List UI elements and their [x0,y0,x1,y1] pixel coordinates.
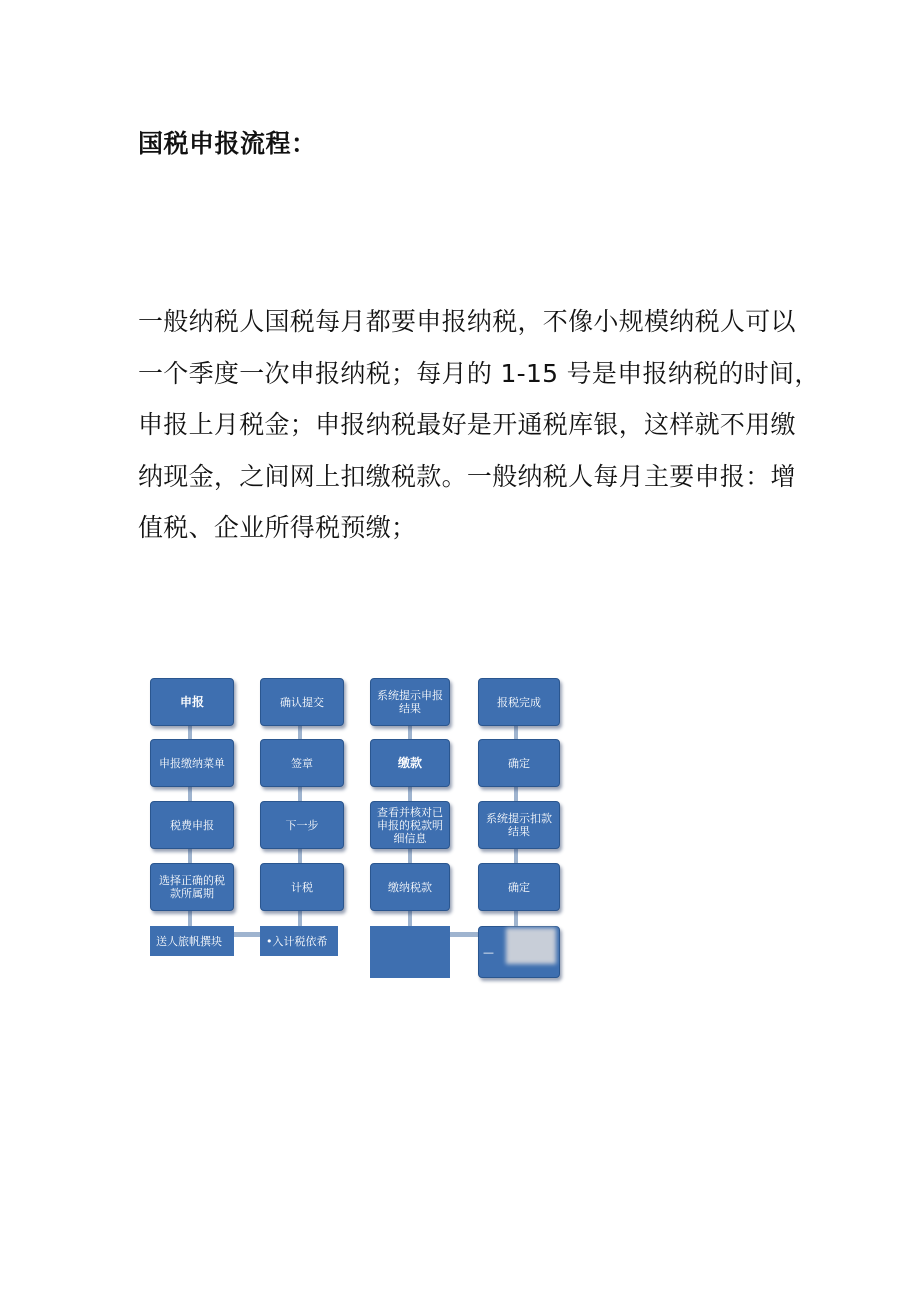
connector [446,932,480,937]
paragraph-line: 值税、企业所得税预缴； [138,513,417,542]
flow-step-tax-filing: 税费申报 [150,801,234,849]
flow-step-filing-result: 系统提示申报结果 [370,678,450,726]
redacted-block [506,928,556,964]
flow-step-check-details: 查看并核对已申报的税款明细信息 [370,801,450,849]
page-title: 国税申报流程： [138,129,317,158]
paragraph-line: 纳现金，之间网上扣缴税款。一般纳税人每月主要申报：增 [138,461,796,491]
flow-step-compute-tax: 计税 [260,863,344,911]
intro-paragraph [138,296,820,554]
tax-filing-flowchart [146,674,566,984]
connector [232,932,260,937]
flow-step-complete: 报税完成 [478,678,560,726]
flow-step-confirm: 确定 [478,863,560,911]
flow-step-filing-menu: 申报缴纳菜单 [150,739,234,787]
flow-step-select-period: 选择正确的税款所属期 [150,863,234,911]
paragraph-line: 申报上月税金；申报纳税最好是开通税库银，这样就不用缴 [138,410,796,439]
flow-step-pay-taxes: 缴纳税款 [370,863,450,911]
flow-step-partial: 送人旅帆撰块 [150,926,234,956]
flow-step-debit-result: 系统提示扣款结果 [478,801,560,849]
flow-step-next: 下一步 [260,801,344,849]
flow-step-confirm: 确定 [478,739,560,787]
flow-step-pay: 缴款 [370,739,450,787]
flow-step-file: 申报 [150,678,234,726]
flow-step-partial: — [478,926,560,978]
paragraph-line: 一般纳税人国税每月都要申报纳税，不像小规模纳税人可以 [138,307,796,336]
flow-step-partial [370,926,450,978]
paragraph-line: 一个季度一次申报纳税；每月的 1-15 号是申报纳税的时间， [138,358,820,388]
flow-step-confirm-submit: 确认提交 [260,678,344,726]
flow-step-sign: 签章 [260,739,344,787]
flow-step-partial: •入计税依希 [260,926,338,956]
